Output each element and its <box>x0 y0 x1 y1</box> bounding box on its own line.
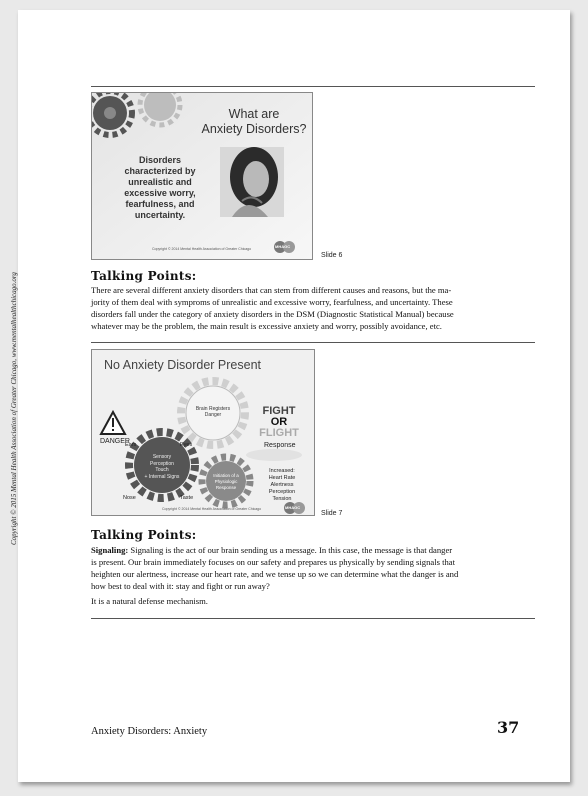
text-line: Signaling is the act of our brain sending us a message. In this case, the message is that danger <box>128 545 453 555</box>
slide-6-body-line: fearfulness, and <box>125 199 195 209</box>
slide-7-logo-text: MHAGC <box>285 505 301 510</box>
slide-6-copyright: Copyright © 2014 Mental Health Association of Greater Chicago <box>152 247 252 251</box>
text-line: whatever may be the problem, the main result is excessive anxiety and worry, possibly avoidance, etc. <box>91 321 442 331</box>
slide-6-body-line: unrealistic and <box>128 177 192 187</box>
sensory-line: Sensory <box>152 454 172 460</box>
signaling-term: Signaling: <box>91 545 129 555</box>
slide-7-title: No Anxiety Disorder Present <box>104 358 262 372</box>
bottom-rule <box>91 618 535 619</box>
taste-label: Taste <box>180 495 194 501</box>
top-rule <box>91 86 535 87</box>
text-line: disorders fall under the category of anxiety disorders in the DSM (Diagnostic Statistical Manual) because <box>91 309 454 319</box>
text-line: There are several different anxiety disorders that can stem from different causes and reasons, but the ma- <box>91 285 452 295</box>
slide-6-image <box>91 92 313 260</box>
response-label: Response <box>264 442 296 449</box>
increased-line: Alertness <box>270 482 294 488</box>
woman-photo <box>220 147 284 217</box>
slide-7-label: Slide 7 <box>321 510 343 517</box>
brain-label-line: Brain Registers <box>195 406 231 412</box>
page-number: 37 <box>497 718 520 737</box>
document-page <box>10 10 570 782</box>
slide-6-body-line: uncertainty. <box>134 210 186 220</box>
sensory-line: Touch <box>155 467 169 473</box>
slide-6-title-line2: Anxiety Disorders? <box>201 122 307 136</box>
initiation-line: Physiologic <box>214 479 238 484</box>
brain-label-line: Danger <box>204 412 222 418</box>
slide-7-copyright: Copyright © 2014 Mental Health Association of Greater Chicago <box>162 507 262 511</box>
initiation-line: Initiation of a <box>213 473 239 478</box>
increased-line: Perception <box>268 489 296 495</box>
text-line: is present. Our brain immediately focuses on our safety and prepares us physically by sending signals that <box>91 557 455 567</box>
danger-label: DANGER <box>100 438 130 445</box>
talking-points-heading: Talking Points: <box>91 528 197 542</box>
footer-title: Anxiety Disorders: Anxiety <box>91 726 208 737</box>
text-line: how best to deal with it: stay and fight or run away? <box>91 581 270 591</box>
sensory-line: + Internal Signs <box>144 473 180 480</box>
slide-6-body-line: excessive worry, <box>124 188 196 198</box>
slide-6-logo-text: MHAGC <box>275 244 291 249</box>
copyright-sidebar: Copyright © 2015 Mental Health Association of Greater Chicago, www.mentalhealthchicago.org <box>10 272 18 545</box>
slide-7-image <box>91 349 315 516</box>
or-label: OR <box>270 416 288 428</box>
flight-label: FLIGHT <box>259 427 299 439</box>
increased-line: Heart Rate <box>268 475 296 481</box>
slide-6-body-line: Disorders <box>138 155 182 165</box>
increased-line: Tension <box>272 496 292 502</box>
eyes-label: Eyes <box>180 442 193 448</box>
fight-label: FIGHT <box>262 405 296 417</box>
talking-points-heading: Talking Points: <box>91 269 197 283</box>
increased-line: Increased: <box>269 468 295 474</box>
closing-line: It is a natural defense mechanism. <box>91 596 208 606</box>
slide-6-title-line1: What are <box>228 107 280 121</box>
ears-label: Ears <box>125 442 137 448</box>
slide-6-label: Slide 6 <box>321 252 343 259</box>
text-line: heighten our alertness, increase our heart rate, and we tense up so we can determine what the danger is and <box>91 569 459 579</box>
talking-points-text <box>91 544 537 607</box>
text-line: jority of them deal with symproms of unrealistic and excessive worry, fearfulness, and uncertainty. These <box>91 297 453 307</box>
middle-rule <box>91 342 535 343</box>
nose-label: Nose <box>123 495 136 501</box>
slide-6-body-line: characterized by <box>124 166 196 176</box>
initiation-line: Response <box>215 485 237 490</box>
sensory-line: Perception <box>150 460 174 467</box>
talking-points-text <box>91 284 537 332</box>
